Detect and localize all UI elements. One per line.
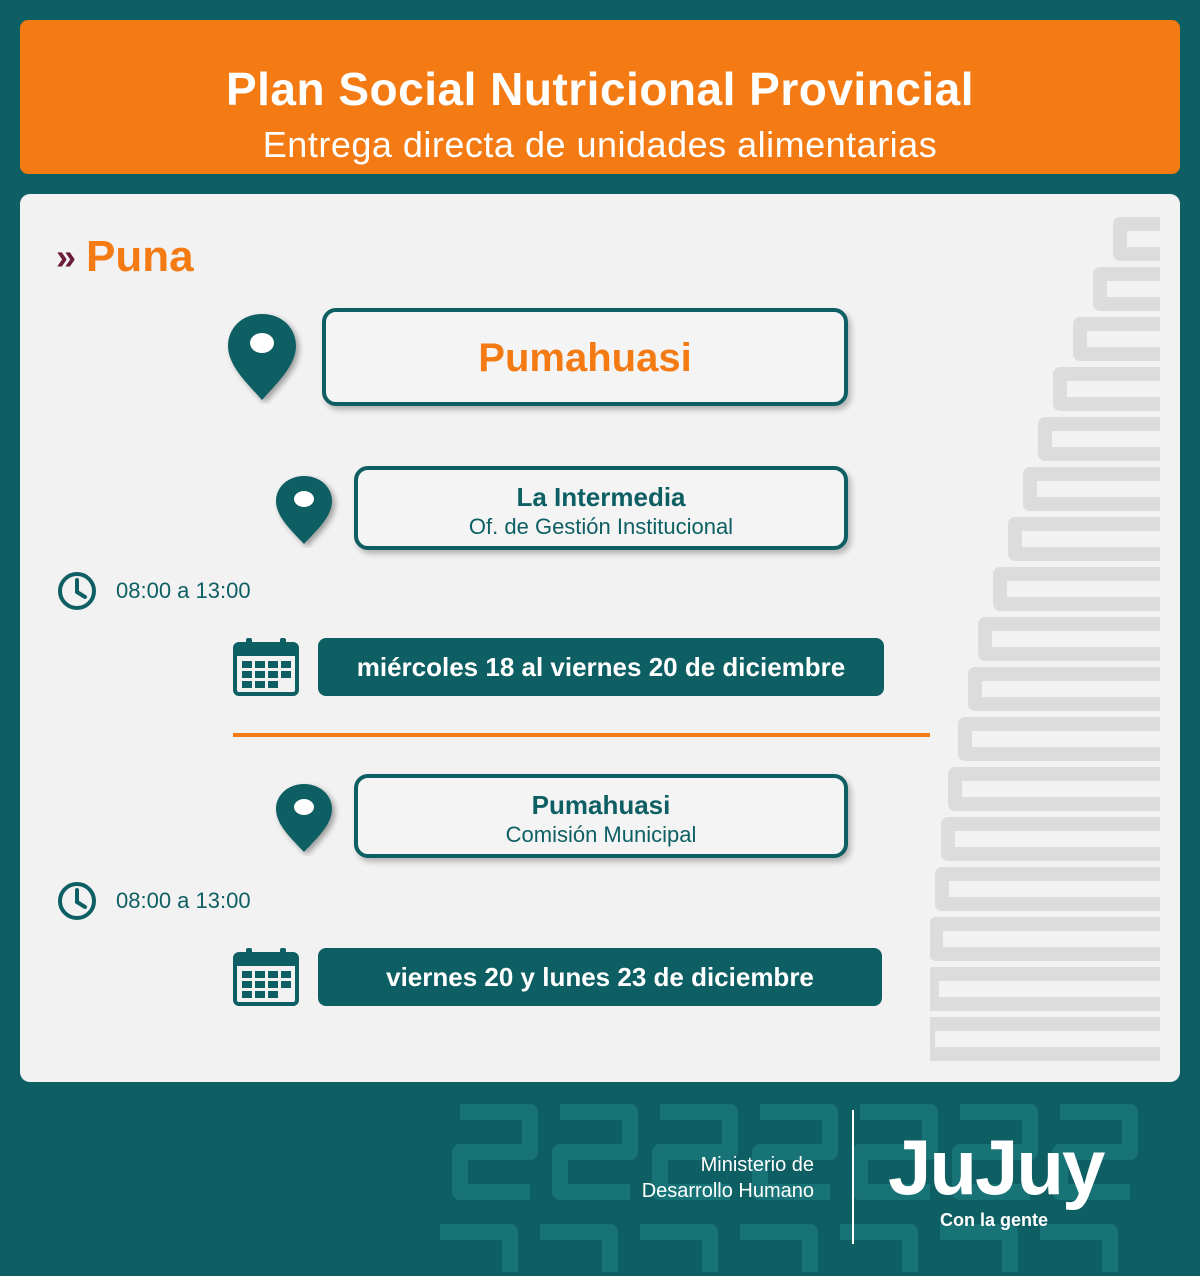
hours-text: 08:00 a 13:00 — [116, 888, 251, 913]
location-box — [354, 774, 848, 858]
ministry-name — [642, 1152, 814, 1204]
ministry-line-2: Desarrollo Humano — [641, 1180, 814, 1202]
jujuy-logo — [888, 1123, 1104, 1230]
schedule-card — [20, 194, 1180, 1082]
location-name: Pumahuasi — [531, 790, 671, 820]
map-pin-icon — [224, 312, 306, 404]
locality-box — [322, 308, 848, 406]
date-range: viernes 20 y lunes 23 de diciembre — [318, 948, 882, 1006]
location-place: Comisión Municipal — [505, 822, 697, 847]
clock-icon — [56, 570, 98, 612]
section-divider — [233, 733, 930, 737]
footer — [0, 1082, 1200, 1276]
region-heading — [56, 232, 194, 282]
map-pin-icon — [272, 782, 340, 856]
logo-tagline: Con la gente — [940, 1210, 1049, 1230]
logo-wordmark: JuJuy — [888, 1123, 1104, 1211]
page-subtitle: Entrega directa de unidades alimentarias — [262, 124, 938, 165]
footer-divider — [852, 1110, 854, 1244]
hours-row — [56, 570, 251, 612]
region-name: Puna — [86, 232, 194, 281]
map-pin-icon — [272, 474, 340, 548]
hours-text: 08:00 a 13:00 — [116, 578, 251, 603]
date-range: miércoles 18 al viernes 20 de diciembre — [318, 638, 884, 696]
clock-icon — [56, 880, 98, 922]
hours-row — [56, 880, 251, 922]
calendar-icon — [232, 636, 300, 698]
calendar-icon — [232, 946, 300, 1008]
decorative-pattern — [930, 194, 1180, 1082]
location-place: Of. de Gestión Institucional — [468, 514, 734, 539]
location-box — [354, 466, 848, 550]
double-chevron-icon: » — [56, 236, 77, 277]
page-title: Plan Social Nutricional Provincial — [225, 63, 975, 115]
location-name: La Intermedia — [516, 482, 686, 512]
locality-name: Pumahuasi — [478, 336, 692, 380]
header-banner — [20, 20, 1180, 174]
ministry-line-1: Ministerio de — [700, 1154, 814, 1176]
